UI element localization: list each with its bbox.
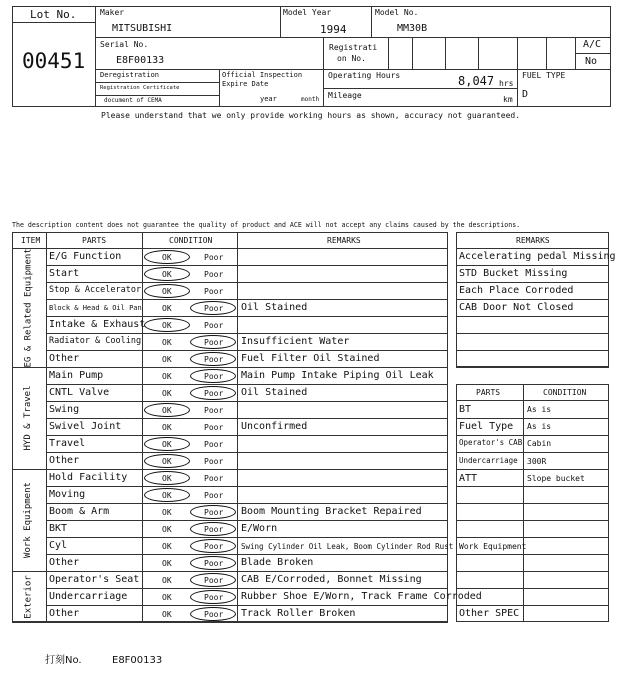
part-name: Start [49,268,80,279]
spec-condition: 300R [527,456,547,466]
spec-condition-header: CONDITION [543,388,587,397]
group-label: EG & Related Equipment [23,247,33,367]
ok-selected-circle [144,267,190,281]
part-name: Boom & Arm [49,506,110,517]
poor-selected-circle [190,386,236,400]
poor-option: Poor [204,355,224,364]
poor-selected-circle [190,301,236,315]
cema-label: document of CEMA [104,97,162,104]
ok-selected-circle [144,454,190,468]
poor-option: Poor [204,542,224,551]
part-name: Stop & Accelerator [49,285,142,295]
right-remark-item: STD Bucket Missing [459,268,568,279]
poor-option: Poor [204,338,224,347]
part-name: Operator's Seat [49,574,140,585]
inspection-label-2: Expire Date [222,80,269,88]
poor-option: Poor [204,593,224,602]
right-remark-item: Accelerating pedal Missing [459,251,616,262]
ac-label: A/C [583,39,602,50]
part-name: Intake & Exhaust [49,319,146,330]
part-name: Main Pump [49,370,104,381]
poor-selected-circle [190,556,236,570]
part-name: Other [49,353,80,364]
ok-option: OK [162,542,172,551]
part-name: Moving [49,489,86,500]
poor-selected-circle [190,505,236,519]
ok-option: OK [162,423,172,432]
poor-option: Poor [204,321,224,330]
poor-option: Poor [204,270,224,279]
ac-value: No [585,56,598,67]
poor-option: Poor [204,559,224,568]
item-header: ITEM [21,236,41,245]
part-name: CNTL Valve [49,387,110,398]
right-remark-item: Each Place Corroded [459,285,574,296]
maker-label: Maker [100,8,125,17]
deregistration-label: Deregistration [100,71,160,79]
poor-option: Poor [204,304,224,313]
serial-value: E8F00133 [116,55,165,66]
remark-text: Swing Cylinder Oil Leak, Boom Cylinder Rod Rust [241,542,454,551]
part-name: Swing [49,404,80,415]
part-name: Block & Head & Oil Pan [49,304,142,312]
remark-text: Rubber Shoe E/Worn, Track Frame Corroded [241,591,482,602]
poor-option: Poor [204,576,224,585]
stamp-no-label: 打刻No. [45,655,82,666]
poor-selected-circle [190,369,236,383]
ok-selected-circle [144,471,190,485]
poor-option: Poor [204,457,224,466]
serial-label: Serial No. [100,40,149,49]
part-name: Travel [49,438,86,449]
fuel-type-label: FUEL TYPE [522,71,566,80]
spec-condition: As is [527,405,552,414]
poor-option: Poor [204,423,224,432]
model-year-label: Model Year [283,8,332,17]
inspection-label: Official Inspection [222,71,303,79]
poor-selected-circle [190,590,236,604]
ok-option: OK [162,440,172,449]
right-remark-item: CAB Door Not Closed [459,302,574,313]
ok-option: OK [162,304,172,313]
ok-option: OK [162,355,172,364]
disclaimer: The description content does not guarantee the quality of product and ACE will not accept any claims caused by the descriptions. [12,221,521,229]
spec-condition: Cabin [527,439,552,449]
ok-option: OK [162,508,172,517]
km-unit: km [503,95,513,104]
part-name: BKT [49,523,68,534]
poor-option: Poor [204,474,224,483]
poor-selected-circle [190,607,236,621]
poor-option: Poor [204,525,224,534]
part-name: Cyl [49,540,68,551]
spec-part: Operator's CAB [459,438,523,448]
spec-parts-header: PARTS [476,388,501,397]
part-name: Swivel Joint [49,421,122,432]
spec-condition: Slope bucket [527,473,585,483]
poor-option: Poor [204,491,224,500]
ok-option: OK [162,491,172,500]
lot-number: 00451 [22,49,86,73]
ok-option: OK [162,559,172,568]
spec-part: Undercarriage [459,455,518,465]
part-name: Radiator & Cooling [49,336,142,346]
spec-condition: As is [527,422,552,432]
model-no-label: Model No. [375,8,419,17]
other-spec-label: Other SPEC [459,608,520,619]
spec-part: BT [459,404,472,415]
condition-header: CONDITION [169,236,213,245]
maker-value: MITSUBISHI [112,23,173,34]
remark-text: CAB E/Corroded, Bonnet Missing [241,574,422,585]
remark-text: Fuel Filter Oil Stained [241,353,380,364]
year-label: year [260,95,277,103]
ok-option: OK [162,253,172,262]
operating-hours-label: Operating Hours [328,71,401,80]
poor-selected-circle [190,335,236,349]
mileage-label: Mileage [328,91,362,100]
remarks-header: REMARKS [327,236,361,245]
poor-option: Poor [204,508,224,517]
ok-selected-circle [144,284,190,298]
reg-cert-label: Registration Certificate [100,85,180,91]
ok-selected-circle [144,318,190,332]
ok-option: OK [162,321,172,330]
hrs-unit: hrs [499,79,514,88]
remark-text: Unconfirmed [241,421,308,432]
poor-selected-circle [190,352,236,366]
hours-notice: Please understand that we only provide working hours as shown, accuracy not guaranteed. [101,111,521,120]
poor-selected-circle [190,573,236,587]
registration-label-2: on No. [337,54,366,63]
lot-label: Lot No. [30,8,77,21]
poor-selected-circle [190,522,236,536]
ok-selected-circle [144,250,190,264]
ok-selected-circle [144,488,190,502]
remark-text: Main Pump Intake Piping Oil Leak [241,370,434,381]
ok-option: OK [162,457,172,466]
remark-text: Insufficient Water [241,336,350,347]
fuel-type-value: D [522,89,529,100]
ok-option: OK [162,270,172,279]
parts-header: PARTS [82,236,107,245]
ok-selected-circle [144,403,190,417]
ok-selected-circle [144,437,190,451]
model-year-value: 1994 [320,23,347,36]
spec-part: Fuel Type [459,421,514,433]
poor-option: Poor [204,440,224,449]
ok-option: OK [162,372,172,381]
remark-text: Oil Stained [241,302,308,313]
ok-option: OK [162,610,172,619]
part-name: E/G Function [49,251,122,262]
registration-label: Registrati [329,43,378,52]
group-label: Work Equipment [23,482,33,558]
part-name: Undercarriage [49,591,128,602]
poor-option: Poor [204,372,224,381]
ok-option: OK [162,474,172,483]
ok-option: OK [162,593,172,602]
part-name: Hold Facility [49,472,128,483]
group-label: HYD & Travel [23,385,33,451]
poor-option: Poor [204,610,224,619]
remark-text: Blade Broken [241,557,314,568]
month-label: month [301,96,320,103]
poor-option: Poor [204,287,224,296]
poor-option: Poor [204,389,224,398]
part-name: Other [49,557,80,568]
model-no-value: MM30B [397,23,428,34]
work-equipment-label: Work Equipment [459,542,527,551]
poor-selected-circle [190,539,236,553]
stamp-no-value: E8F00133 [112,655,163,666]
part-name: Other [49,608,80,619]
ok-option: OK [162,406,172,415]
group-label: Exterior [23,574,33,619]
ok-option: OK [162,338,172,347]
part-name: Other [49,455,80,466]
ok-option: OK [162,287,172,296]
remark-text: Track Roller Broken [241,608,356,619]
poor-option: Poor [204,406,224,415]
poor-option: Poor [204,253,224,262]
remark-text: Oil Stained [241,387,308,398]
remark-text: E/Worn [241,523,278,534]
operating-hours-value: 8,047 [458,74,495,88]
right-remarks-header: REMARKS [516,236,550,245]
ok-option: OK [162,389,172,398]
spec-part: ATT [459,472,478,484]
ok-option: OK [162,525,172,534]
remark-text: Boom Mounting Bracket Repaired [241,506,422,517]
ok-option: OK [162,576,172,585]
